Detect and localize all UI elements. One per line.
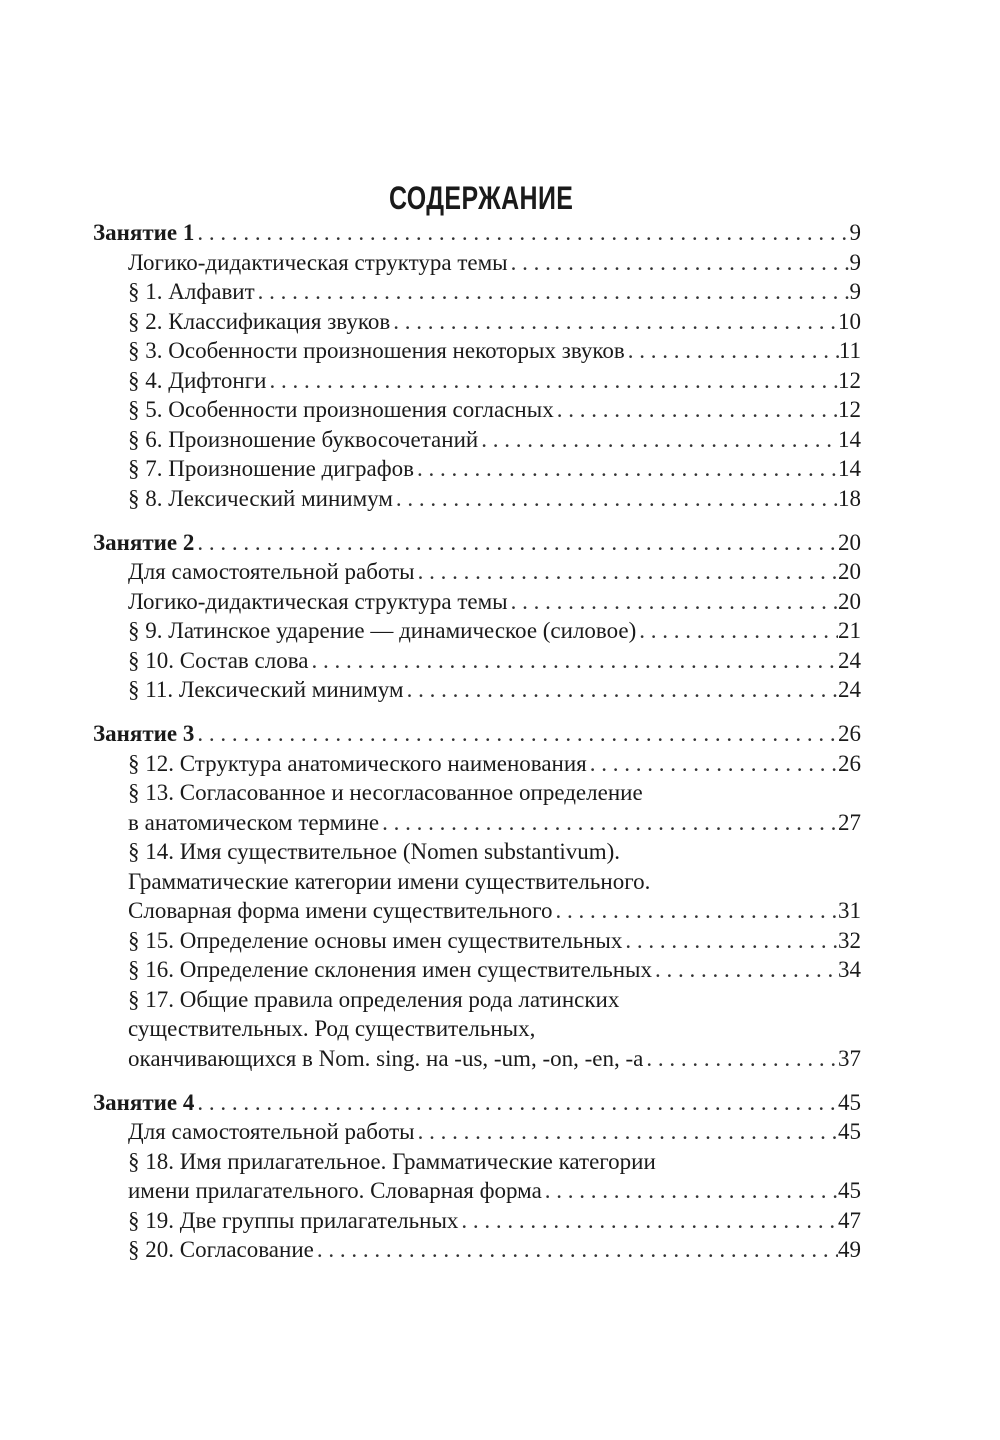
page-number: 14 (838, 426, 861, 452)
dot-leader (255, 277, 850, 307)
toc-entry (93, 366, 861, 396)
dot-leader (415, 1117, 838, 1147)
page-number: 9 (849, 279, 861, 304)
toc-entry (93, 336, 861, 366)
entry-text: Логико-дидактическая структура темы (128, 249, 508, 275)
dot-leader (652, 955, 838, 985)
toc-entry (93, 985, 861, 1015)
toc-entry (93, 1117, 861, 1147)
page-number: 9 (849, 220, 861, 245)
entry-text: Занятие 1 (93, 220, 195, 245)
toc-entry (93, 749, 861, 779)
toc-entry (93, 955, 861, 985)
dot-leader (625, 336, 839, 366)
page-number: 37 (838, 1045, 861, 1071)
entry-text: Словарная форма имени существительного (128, 898, 553, 923)
dot-leader (508, 587, 838, 617)
page-number: 12 (838, 397, 861, 422)
page-number: 18 (838, 485, 861, 511)
page-number: 26 (838, 750, 861, 776)
entry-text: § 8. Лексический минимум (128, 485, 393, 511)
entry-text: в анатомическом термине (128, 809, 380, 835)
dot-leader (390, 307, 838, 337)
page-number: 20 (838, 529, 861, 555)
entry-text: имени прилагательного. Словарная форма (128, 1178, 542, 1203)
page-number: 31 (838, 898, 861, 923)
toc-entry (93, 1044, 861, 1074)
dot-leader (393, 484, 838, 514)
entry-text: § 18. Имя прилагательное. Грамматические категории (128, 1148, 656, 1174)
dot-leader (194, 528, 838, 558)
entry-text: § 7. Произношение диграфов (128, 456, 414, 481)
dot-leader (266, 366, 838, 396)
section-heading (93, 528, 861, 558)
page-number: 24 (838, 647, 861, 673)
toc-section (93, 1088, 861, 1265)
dot-leader (622, 926, 838, 956)
toc-entry (93, 454, 861, 484)
dot-leader (379, 808, 838, 838)
entry-text: § 3. Особенности произношения некоторых звуков (128, 338, 625, 363)
page-number: 20 (838, 559, 861, 584)
entry-text: § 13. Согласованное и несогласованное определение (128, 780, 643, 805)
page-number: 45 (838, 1178, 861, 1203)
page-number: 26 (838, 721, 861, 746)
toc-entry (93, 778, 861, 808)
toc-entry (93, 395, 861, 425)
toc-entry (93, 425, 861, 455)
toc-entry (93, 1206, 861, 1236)
entry-text: § 6. Произношение буквосочетаний (128, 426, 479, 452)
toc-entry (93, 307, 861, 337)
entry-text: Логико-дидактическая структура темы (128, 588, 508, 614)
page-number: 9 (849, 249, 861, 275)
entry-text: § 9. Латинское ударение — динамическое (силовое) (128, 618, 637, 643)
table-of-contents (93, 218, 861, 1279)
toc-entry (93, 248, 861, 278)
dot-leader (478, 425, 838, 455)
toc-entry (93, 837, 861, 867)
toc-entry (93, 1014, 861, 1044)
dot-leader (414, 454, 838, 484)
page-number: 10 (838, 308, 861, 334)
page-number: 34 (838, 957, 861, 982)
toc-entry (93, 277, 861, 307)
page-number: 47 (838, 1207, 861, 1233)
dot-leader (458, 1206, 838, 1236)
dot-leader (308, 646, 838, 676)
toc-entry (93, 587, 861, 617)
entry-text: Занятие 2 (93, 529, 195, 555)
entry-text: Занятие 4 (93, 1089, 195, 1115)
entry-text: § 4. Дифтонги (128, 367, 267, 393)
entry-text: § 1. Алфавит (128, 279, 255, 304)
dot-leader (194, 719, 838, 749)
dot-leader (643, 1044, 838, 1074)
dot-leader (554, 395, 838, 425)
toc-section (93, 719, 861, 1073)
dot-leader (314, 1235, 838, 1265)
toc-entry (93, 484, 861, 514)
entry-text: существительных. Род существительных, (128, 1016, 536, 1041)
page-number: 32 (838, 927, 861, 953)
page-title (0, 180, 962, 217)
toc-entry (93, 1147, 861, 1177)
dot-leader (404, 675, 838, 705)
toc-section (93, 528, 861, 705)
page-title-text: СОДЕРЖАНИЕ (388, 180, 574, 216)
entry-text: Занятие 3 (93, 721, 195, 746)
page-number: 12 (838, 367, 861, 393)
entry-text: § 12. Структура анатомического наименования (128, 750, 587, 776)
toc-entry (93, 1235, 861, 1265)
entry-text: § 5. Особенности произношения согласных (128, 397, 554, 422)
dot-leader (508, 248, 850, 278)
toc-entry (93, 867, 861, 897)
toc-entry (93, 616, 861, 646)
toc-entry (93, 675, 861, 705)
page-number: 11 (838, 338, 861, 363)
entry-text: Для самостоятельной работы (128, 559, 415, 584)
page-number: 21 (838, 618, 861, 643)
dot-leader (553, 896, 838, 926)
entry-text: § 20. Согласование (128, 1237, 314, 1262)
entry-text: § 19. Две группы прилагательных (128, 1207, 459, 1233)
section-heading (93, 1088, 861, 1118)
entry-text: § 2. Классификация звуков (128, 308, 391, 334)
entry-text: § 10. Состав слова (128, 647, 309, 673)
dot-leader (636, 616, 838, 646)
toc-entry (93, 557, 861, 587)
page-number: 49 (838, 1237, 861, 1262)
section-heading (93, 218, 861, 248)
dot-leader (194, 218, 849, 248)
entry-text: оканчивающихся в Nom. sing. на -us, -um, -on, -en, -a (128, 1045, 644, 1071)
entry-text: Для самостоятельной работы (128, 1119, 415, 1144)
toc-entry (93, 1176, 861, 1206)
dot-leader (194, 1088, 838, 1118)
page-number: 24 (838, 677, 861, 702)
entry-text: § 15. Определение основы имен существительных (128, 927, 623, 953)
dot-leader (587, 749, 838, 779)
toc-entry (93, 646, 861, 676)
section-heading (93, 719, 861, 749)
entry-text: Грамматические категории имени существительного. (128, 868, 651, 894)
dot-leader (542, 1176, 838, 1206)
page-number: 45 (838, 1089, 861, 1115)
page-number: 20 (838, 588, 861, 614)
toc-section (93, 218, 861, 513)
toc-entry (93, 808, 861, 838)
page-number: 14 (838, 456, 861, 481)
entry-text: § 11. Лексический минимум (128, 677, 404, 702)
toc-entry (93, 926, 861, 956)
page-number: 45 (838, 1119, 861, 1144)
page-number: 27 (838, 809, 861, 835)
entry-text: § 16. Определение склонения имен существительных (128, 957, 653, 982)
entry-text: § 17. Общие правила определения рода латинских (128, 986, 620, 1012)
toc-entry (93, 896, 861, 926)
dot-leader (415, 557, 838, 587)
entry-text: § 14. Имя существительное (Nomen substantivum). (128, 839, 621, 864)
